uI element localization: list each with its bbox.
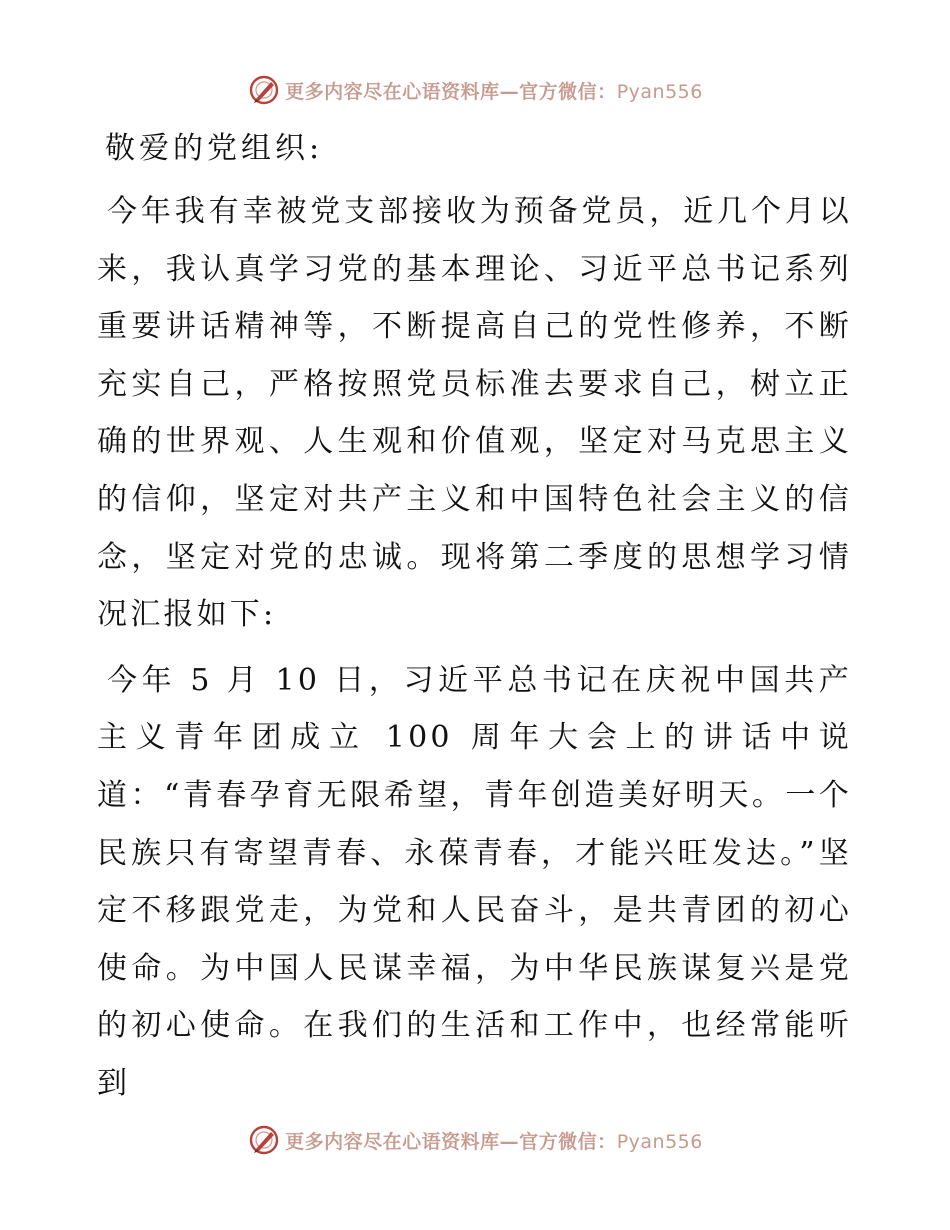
pen-logo-icon bbox=[247, 73, 281, 107]
header-watermark bbox=[0, 70, 950, 110]
watermark-label: 官方微信： bbox=[519, 1130, 617, 1153]
watermark-handle: Pyan556 bbox=[616, 80, 703, 103]
footer-watermark bbox=[0, 1120, 950, 1160]
watermark-text: 更多内容尽在心语资料库 bbox=[285, 1130, 500, 1153]
watermark-label: 官方微信： bbox=[519, 80, 617, 103]
watermark-handle: Pyan556 bbox=[616, 1130, 703, 1153]
pen-logo-icon bbox=[247, 1123, 281, 1157]
salutation: 敬爱的党组织: bbox=[105, 131, 324, 166]
watermark-text: 更多内容尽在心语资料库 bbox=[285, 80, 500, 103]
watermark-separator: — bbox=[499, 80, 520, 103]
letter-body bbox=[97, 125, 852, 1121]
paragraph-speech: 今年 5 月 10 日，习近平总书记在庆祝中国共产主义青年团成立 100 周年大会上的讲话中说道：“青春孕育无限希望，青年创造美好明天。一个民族只有寄望青春、永葆青春，才能兴旺发达。”坚定不移跟党走，为党和人民奋斗，是共青团的初心使命。为中国人民谋幸福，为中华民族谋复兴是党的初心使命。在我们的生活和工作中，也经常能听到 bbox=[97, 662, 852, 1101]
watermark-separator: — bbox=[499, 1130, 520, 1153]
paragraph-intro: 今年我有幸被党支部接收为预备党员，近几个月以来，我认真学习党的基本理论、习近平总书记系列重要讲话精神等，不断提高自己的党性修养，不断充实自己，严格按照党员标准去要求自己，树立正确的世界观、人生观和价值观，坚定对马克思主义的信仰，坚定对共产主义和中国特色社会主义的信念，坚定对党的忠诚。现将第二季度的思想学习情况汇报如下: bbox=[97, 194, 852, 633]
